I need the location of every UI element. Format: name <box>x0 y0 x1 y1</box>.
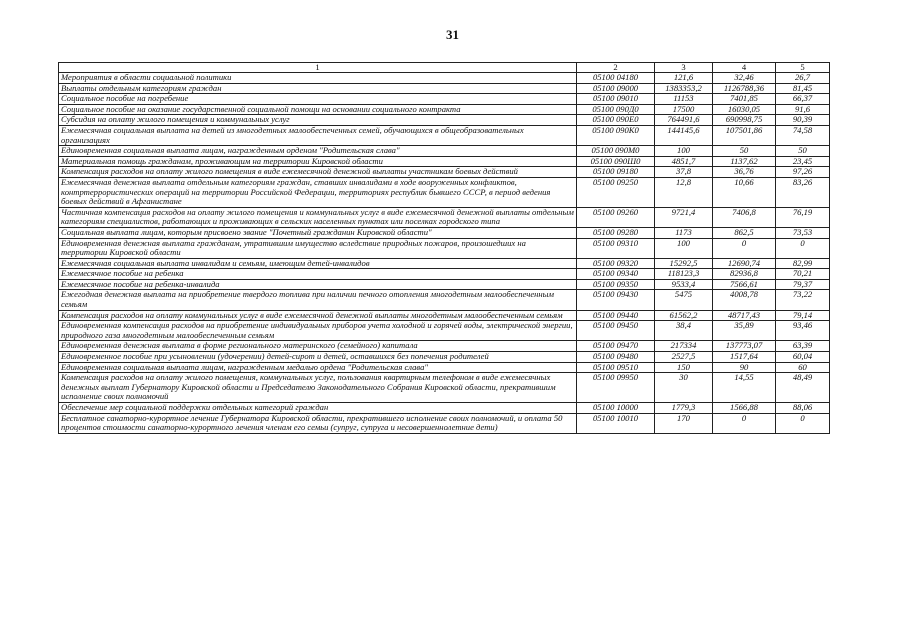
table-row <box>59 125 830 145</box>
row-col3-cell: 217334 <box>655 341 713 352</box>
row-col3-cell: 30 <box>655 373 713 403</box>
row-col3-cell: 170 <box>655 413 713 433</box>
row-col4-cell: 690998,75 <box>713 115 776 126</box>
row-col5-cell: 60 <box>776 362 830 373</box>
table-row <box>59 310 830 321</box>
row-name-cell: Единовременная социальная выплата лицам, награжденным медалью ордена "Родительская слава" <box>59 362 577 373</box>
table-row <box>59 115 830 126</box>
header-col-4: 4 <box>713 63 776 73</box>
row-name-cell: Субсидия на оплату жилого помещения и коммунальных услуг <box>59 115 577 126</box>
row-col3-cell: 37,8 <box>655 167 713 178</box>
row-name-cell: Частичная компенсация расходов на оплату жилого помещения и коммунальных услуг в виде ежемесячной денежной выплаты отдельным категориям специалистов, работающих и проживающих в сельских населенных пунктах или поселках городского типа <box>59 207 577 227</box>
table-row <box>59 94 830 105</box>
row-col3-cell: 1383353,2 <box>655 83 713 94</box>
row-name-cell: Единовременная денежная выплата в форме регионального материнского (семейного) капитала <box>59 341 577 352</box>
row-col5-cell: 73,22 <box>776 290 830 310</box>
row-col4-cell: 12690,74 <box>713 258 776 269</box>
row-col4-cell: 10,66 <box>713 177 776 207</box>
row-code-cell: 05100 09350 <box>577 279 655 290</box>
row-code-cell: 05100 10000 <box>577 403 655 414</box>
row-col5-cell: 26,7 <box>776 73 830 84</box>
row-col4-cell: 862,5 <box>713 227 776 238</box>
row-name-cell: Ежегодная денежная выплата на приобретение твердого топлива при наличии печного отопления многодетным малообеспеченным семьям <box>59 290 577 310</box>
table-row <box>59 104 830 115</box>
row-name-cell: Бесплатное санаторно-курортное лечение Губернатора Кировской области, прекратившего исполнение своих полномочий, и оплата 50 процентов стоимости санаторно-курортного лечения членам его семьи (супруг, супруга и несовершеннолетние дети) <box>59 413 577 433</box>
header-col-1: 1 <box>59 63 577 73</box>
table-row <box>59 73 830 84</box>
row-code-cell: 05100 09250 <box>577 177 655 207</box>
row-col3-cell: 1779,3 <box>655 403 713 414</box>
row-code-cell: 05100 09950 <box>577 373 655 403</box>
table-row <box>59 373 830 403</box>
row-col5-cell: 79,14 <box>776 310 830 321</box>
row-col5-cell: 97,26 <box>776 167 830 178</box>
row-col3-cell: 5475 <box>655 290 713 310</box>
row-col3-cell: 100 <box>655 146 713 157</box>
row-col4-cell: 82936,8 <box>713 269 776 280</box>
budget-table <box>58 62 830 434</box>
row-col4-cell: 50 <box>713 146 776 157</box>
table-row <box>59 269 830 280</box>
row-col3-cell: 9721,4 <box>655 207 713 227</box>
row-name-cell: Обеспечение мер социальной поддержки отдельных категорий граждан <box>59 403 577 414</box>
row-col5-cell: 60,04 <box>776 352 830 363</box>
row-name-cell: Социальное пособие на оказание государственной социальной помощи на основании социального контракта <box>59 104 577 115</box>
row-col5-cell: 48,49 <box>776 373 830 403</box>
row-code-cell: 05100 09510 <box>577 362 655 373</box>
row-name-cell: Социальное пособие на погребение <box>59 94 577 105</box>
row-code-cell: 05100 09180 <box>577 167 655 178</box>
table-row <box>59 238 830 258</box>
row-code-cell: 05100 090Е0 <box>577 115 655 126</box>
row-col3-cell: 121,6 <box>655 73 713 84</box>
row-col3-cell: 150 <box>655 362 713 373</box>
table-row <box>59 279 830 290</box>
row-col3-cell: 118123,3 <box>655 269 713 280</box>
row-code-cell: 05100 090К0 <box>577 125 655 145</box>
row-code-cell: 05100 10010 <box>577 413 655 433</box>
row-col4-cell: 35,89 <box>713 321 776 341</box>
row-code-cell: 05100 09430 <box>577 290 655 310</box>
table-row <box>59 352 830 363</box>
row-name-cell: Мероприятия в области социальной политики <box>59 73 577 84</box>
table-row <box>59 156 830 167</box>
row-name-cell: Социальная выплата лицам, которым присвоено звание "Почетный гражданин Кировской области" <box>59 227 577 238</box>
table-row <box>59 227 830 238</box>
row-code-cell: 05100 090М0 <box>577 146 655 157</box>
row-col3-cell: 4851,7 <box>655 156 713 167</box>
row-col3-cell: 2527,5 <box>655 352 713 363</box>
row-col4-cell: 32,46 <box>713 73 776 84</box>
row-col5-cell: 81,45 <box>776 83 830 94</box>
row-col5-cell: 63,39 <box>776 341 830 352</box>
row-code-cell: 05100 09000 <box>577 83 655 94</box>
page-number: 31 <box>446 27 459 42</box>
row-code-cell: 05100 09340 <box>577 269 655 280</box>
row-name-cell: Компенсация расходов на оплату жилого помещения в виде ежемесячной денежной выплаты участникам боевых действий <box>59 167 577 178</box>
row-col3-cell: 764491,6 <box>655 115 713 126</box>
row-col4-cell: 1126788,36 <box>713 83 776 94</box>
table-row <box>59 403 830 414</box>
row-col5-cell: 73,53 <box>776 227 830 238</box>
row-col5-cell: 76,19 <box>776 207 830 227</box>
row-col4-cell: 0 <box>713 238 776 258</box>
row-col3-cell: 38,4 <box>655 321 713 341</box>
row-col4-cell: 1517,64 <box>713 352 776 363</box>
row-col4-cell: 16030,05 <box>713 104 776 115</box>
table-row <box>59 362 830 373</box>
row-col5-cell: 90,39 <box>776 115 830 126</box>
row-code-cell: 05100 09320 <box>577 258 655 269</box>
row-col3-cell: 144145,6 <box>655 125 713 145</box>
row-col4-cell: 0 <box>713 413 776 433</box>
row-col5-cell: 74,58 <box>776 125 830 145</box>
row-name-cell: Ежемесячная денежная выплата отдельным категориям граждан, ставших инвалидами в ходе вооруженных конфликтов, контртеррористических операций на территории Российской Федерации, территориях республик бывшего СССР, в период ведения боевых действий в Афганистане <box>59 177 577 207</box>
header-col-3: 3 <box>655 63 713 73</box>
table-row <box>59 290 830 310</box>
header-col-5: 5 <box>776 63 830 73</box>
row-col5-cell: 70,21 <box>776 269 830 280</box>
row-col5-cell: 83,26 <box>776 177 830 207</box>
table-row <box>59 83 830 94</box>
row-col3-cell: 1173 <box>655 227 713 238</box>
row-code-cell: 05100 09440 <box>577 310 655 321</box>
table-row <box>59 207 830 227</box>
row-name-cell: Единовременная социальная выплата лицам, награжденным орденом "Родительская слава" <box>59 146 577 157</box>
row-col3-cell: 100 <box>655 238 713 258</box>
table-row <box>59 177 830 207</box>
row-code-cell: 05100 09470 <box>577 341 655 352</box>
row-col4-cell: 107501,86 <box>713 125 776 145</box>
row-code-cell: 05100 09010 <box>577 94 655 105</box>
table-row <box>59 258 830 269</box>
row-col3-cell: 15292,5 <box>655 258 713 269</box>
row-name-cell: Выплаты отдельным категориям граждан <box>59 83 577 94</box>
row-code-cell: 05100 090Ш0 <box>577 156 655 167</box>
row-col5-cell: 66,37 <box>776 94 830 105</box>
row-col3-cell: 9533,4 <box>655 279 713 290</box>
row-col4-cell: 7401,85 <box>713 94 776 105</box>
row-col4-cell: 7406,8 <box>713 207 776 227</box>
row-name-cell: Компенсация расходов на оплату жилого помещения, коммунальных услуг, пользования квартирным телефоном в виде ежемесячных денежных выплат Губернатору Кировской области и Председателю Законодательного Собрания Кировской области, прекратившим исполнение своих полномочий <box>59 373 577 403</box>
row-col5-cell: 23,45 <box>776 156 830 167</box>
row-code-cell: 05100 09310 <box>577 238 655 258</box>
row-col4-cell: 90 <box>713 362 776 373</box>
row-col5-cell: 93,46 <box>776 321 830 341</box>
row-col5-cell: 50 <box>776 146 830 157</box>
table-body <box>59 73 830 434</box>
row-name-cell: Единовременная компенсация расходов на приобретение индивидуальных приборов учета холодной и горячей воды, электрической энергии, природного газа многодетным малообеспеченным семьям <box>59 321 577 341</box>
row-col3-cell: 17500 <box>655 104 713 115</box>
row-name-cell: Ежемесячная социальная выплата на детей из многодетных малообеспеченных семей, обучающихся в общеобразовательных организациях <box>59 125 577 145</box>
row-col5-cell: 79,37 <box>776 279 830 290</box>
header-col-2: 2 <box>577 63 655 73</box>
row-name-cell: Компенсация расходов на оплату коммунальных услуг в виде ежемесячной денежной выплаты многодетным малообеспеченным семьям <box>59 310 577 321</box>
row-col5-cell: 88,06 <box>776 403 830 414</box>
row-code-cell: 05100 09280 <box>577 227 655 238</box>
row-name-cell: Ежемесячная социальная выплата инвалидам и семьям, имеющим детей-инвалидов <box>59 258 577 269</box>
row-name-cell: Единовременное пособие при усыновлении (удочерении) детей-сирот и детей, оставшихся без попечения родителей <box>59 352 577 363</box>
row-col5-cell: 82,99 <box>776 258 830 269</box>
row-code-cell: 05100 090Д0 <box>577 104 655 115</box>
row-col4-cell: 137773,07 <box>713 341 776 352</box>
row-col3-cell: 12,8 <box>655 177 713 207</box>
row-name-cell: Материальная помощь гражданам, проживающим на территории Кировской области <box>59 156 577 167</box>
row-name-cell: Единовременная денежная выплата гражданам, утратившим имущество вследствие природных пожаров, произошедших на территории Кировской области <box>59 238 577 258</box>
table-row <box>59 167 830 178</box>
table-row <box>59 321 830 341</box>
row-col4-cell: 4008,78 <box>713 290 776 310</box>
row-col5-cell: 0 <box>776 238 830 258</box>
row-col5-cell: 0 <box>776 413 830 433</box>
row-code-cell: 05100 09480 <box>577 352 655 363</box>
header-row <box>59 63 830 73</box>
table-row <box>59 146 830 157</box>
row-col3-cell: 11153 <box>655 94 713 105</box>
row-col4-cell: 1566,88 <box>713 403 776 414</box>
row-code-cell: 05100 09450 <box>577 321 655 341</box>
row-col4-cell: 48717,43 <box>713 310 776 321</box>
row-col4-cell: 36,76 <box>713 167 776 178</box>
row-code-cell: 05100 04180 <box>577 73 655 84</box>
row-code-cell: 05100 09260 <box>577 207 655 227</box>
row-col4-cell: 1137,62 <box>713 156 776 167</box>
row-col4-cell: 14,55 <box>713 373 776 403</box>
row-name-cell: Ежемесячное пособие на ребенка <box>59 269 577 280</box>
table-header <box>59 63 830 73</box>
table-row <box>59 413 830 433</box>
table-row <box>59 341 830 352</box>
row-col3-cell: 61562,2 <box>655 310 713 321</box>
row-col4-cell: 7566,61 <box>713 279 776 290</box>
row-name-cell: Ежемесячное пособие на ребенка-инвалида <box>59 279 577 290</box>
row-col5-cell: 91,6 <box>776 104 830 115</box>
